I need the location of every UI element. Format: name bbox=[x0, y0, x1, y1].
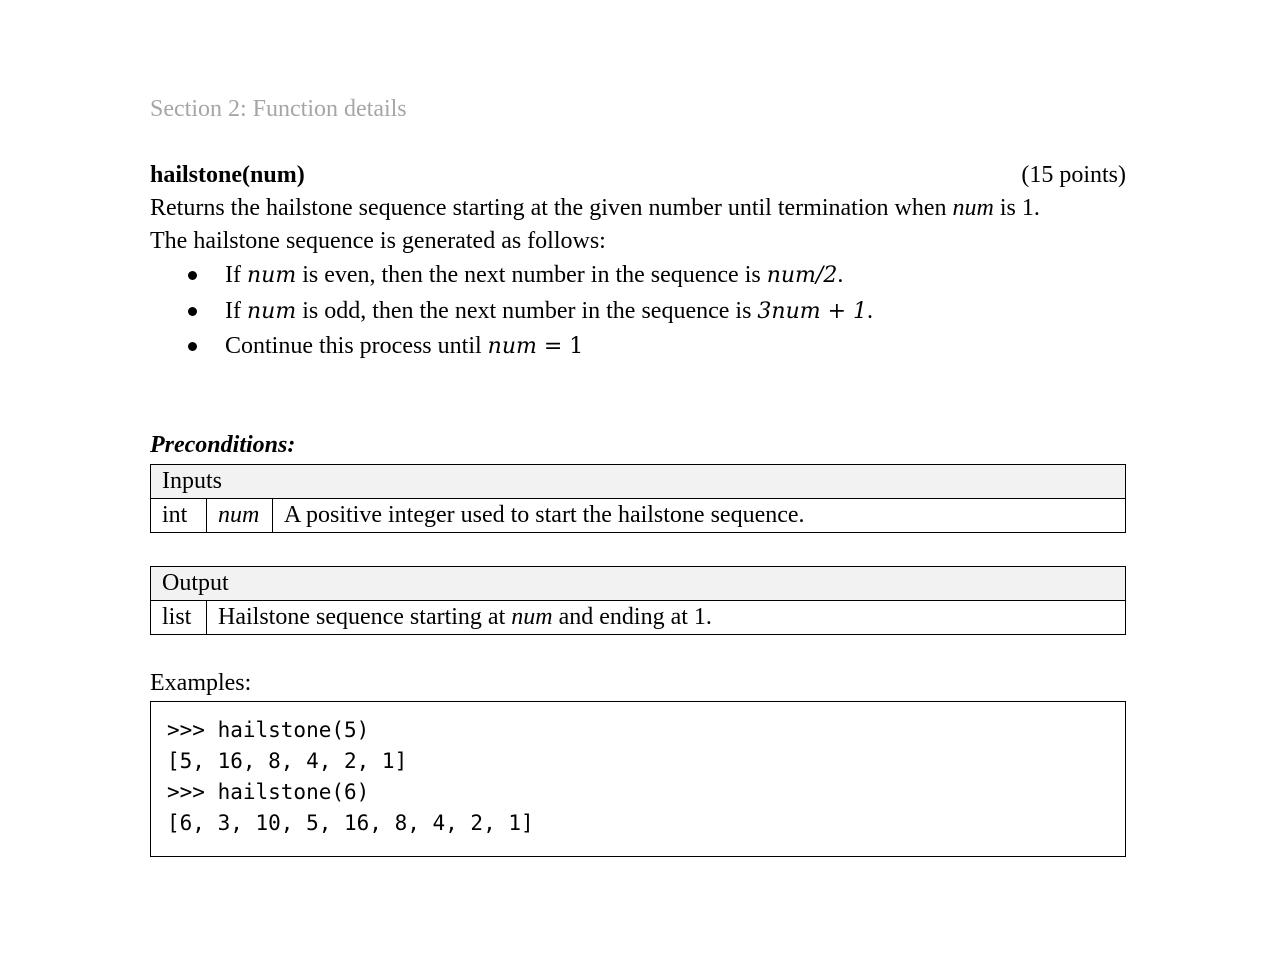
bullet-icon bbox=[188, 342, 197, 351]
code-line: >>> hailstone(6) bbox=[167, 780, 370, 804]
param-type: int bbox=[151, 499, 207, 533]
math-expression: = 1 bbox=[536, 334, 584, 359]
bullet-text: If num is odd, then the next number in the sequence is 3num + 1. bbox=[225, 298, 874, 324]
variable-name: num bbox=[511, 604, 553, 630]
section-heading: Section 2: Function details bbox=[150, 96, 407, 122]
math-expression: 3num + 1 bbox=[757, 299, 868, 324]
inputs-header: Inputs bbox=[151, 465, 1126, 499]
description-line-1 bbox=[150, 193, 1040, 223]
math-variable: num bbox=[487, 334, 537, 359]
code-line: [6, 3, 10, 5, 16, 8, 4, 2, 1] bbox=[167, 811, 534, 835]
bullet-text: If num is even, then the next number in the sequence is num/2. bbox=[225, 262, 844, 288]
math-variable: num bbox=[246, 263, 297, 288]
preconditions-heading: Preconditions: bbox=[150, 432, 296, 458]
math-expression: num/2 bbox=[766, 263, 838, 288]
description-text: Returns the hailstone sequence starting at the given number until termination when bbox=[150, 195, 953, 221]
output-description: Hailstone sequence starting at num and ending at 1. bbox=[207, 601, 1126, 635]
table-row bbox=[151, 601, 1126, 635]
inputs-table bbox=[150, 464, 1126, 533]
description-text: is 1. bbox=[993, 195, 1040, 221]
bullet-text: Continue this process until num = 1 bbox=[225, 333, 584, 359]
table-header-row bbox=[151, 567, 1126, 601]
output-header: Output bbox=[151, 567, 1126, 601]
points-label: (15 points) bbox=[1021, 162, 1126, 188]
math-variable: num bbox=[246, 299, 297, 324]
bullet-icon bbox=[188, 271, 197, 280]
examples-label: Examples: bbox=[150, 670, 252, 696]
bullet-icon bbox=[188, 307, 197, 316]
output-type: list bbox=[151, 601, 207, 635]
code-line: [5, 16, 8, 4, 2, 1] bbox=[167, 749, 408, 773]
output-table bbox=[150, 566, 1126, 635]
function-signature: hailstone(num) bbox=[150, 162, 305, 188]
table-header-row bbox=[151, 465, 1126, 499]
param-name: num bbox=[207, 499, 273, 533]
table-row bbox=[151, 499, 1126, 533]
param-description: A positive integer used to start the hailstone sequence. bbox=[273, 499, 1126, 533]
code-line: >>> hailstone(5) bbox=[167, 718, 370, 742]
variable-name: num bbox=[952, 195, 994, 221]
code-example-box bbox=[150, 701, 1126, 857]
function-header bbox=[150, 160, 1126, 190]
description-line-2: The hailstone sequence is generated as follows: bbox=[150, 228, 606, 254]
